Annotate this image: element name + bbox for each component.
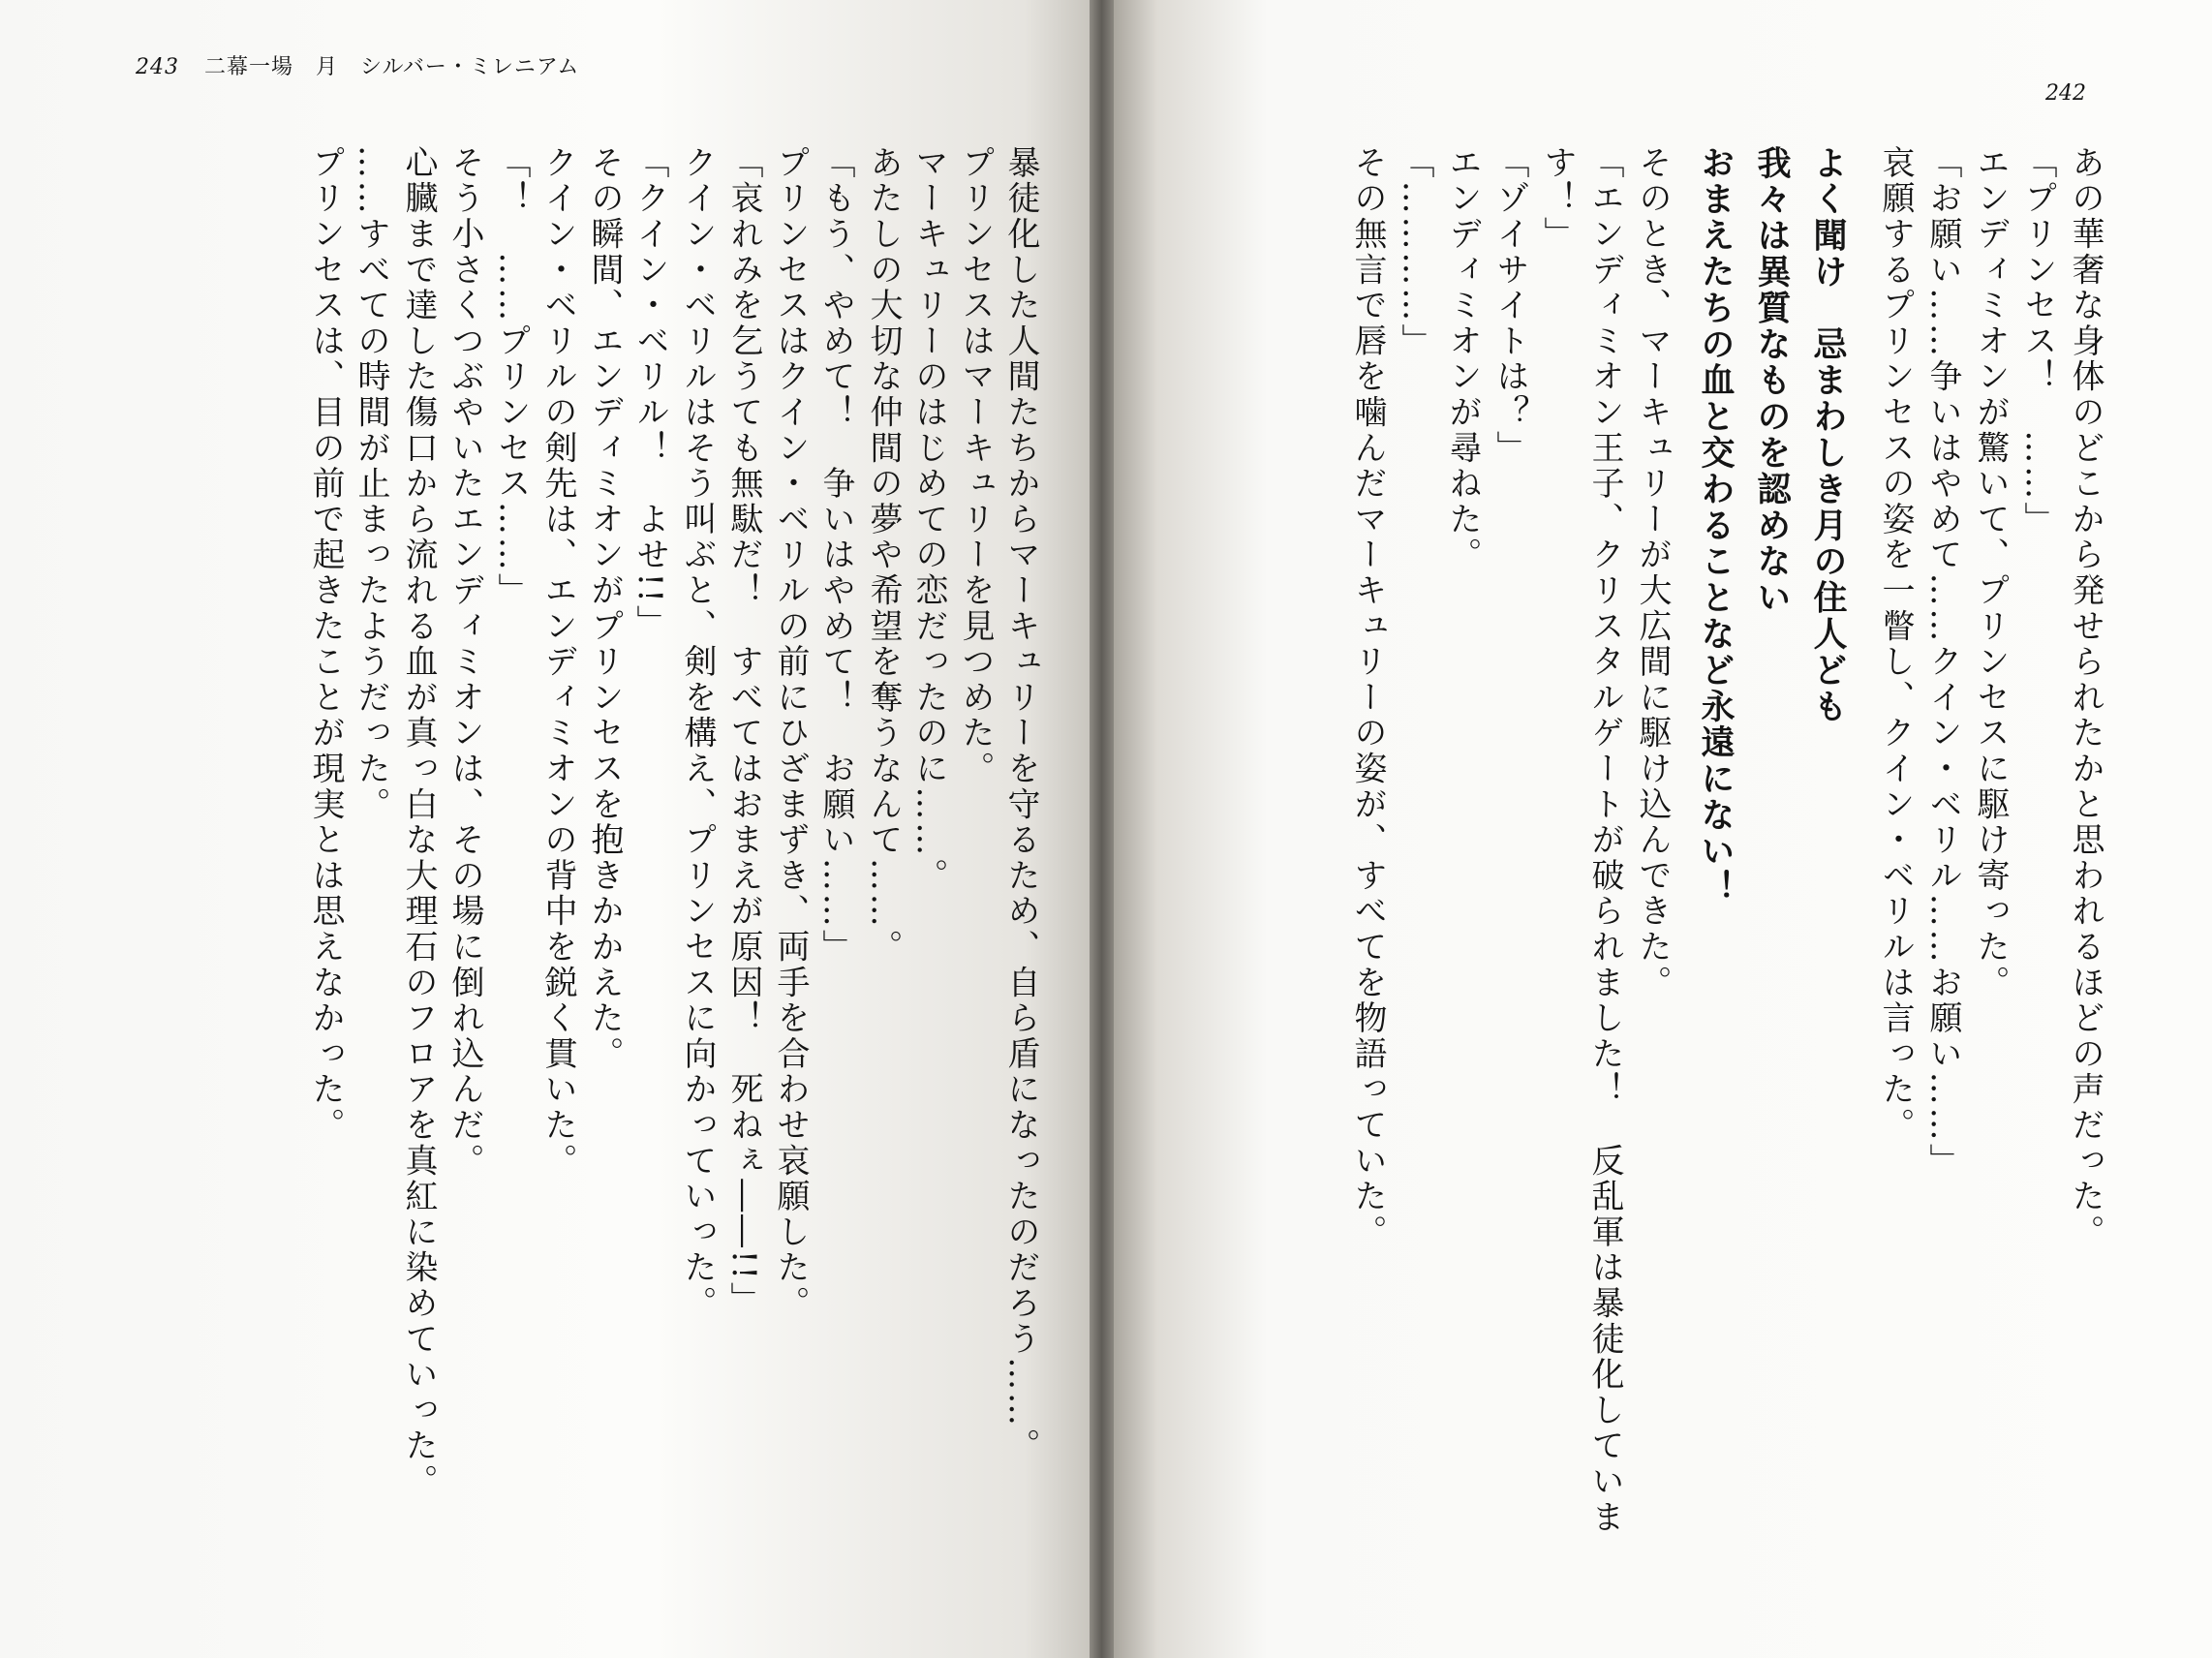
running-header [136, 50, 579, 80]
text-line: 哀願するプリンセスの姿を一瞥し、クイン・ベリルは言った。 [1876, 145, 1915, 1144]
text-line: す！」 [1538, 145, 1577, 253]
text-line: 「…………」 [1396, 145, 1434, 359]
text-line: 暴徒化した人間たちからマーキュリーを守るため、自ら盾になったのだろう……。 [1001, 145, 1040, 1464]
text-line: その瞬間、エンディミオンがプリンセスを抱きかかえた。 [585, 145, 624, 1072]
text-line: エンディミオンが驚いて、プリンセスに駆け寄った。 [1971, 145, 2010, 1001]
text-line: あの華奢な身体のどこから発せられたかと思われるほどの声だった。 [2066, 145, 2104, 1250]
text-line: あたしの大切な仲間の夢や希望を奪うなんて……。 [864, 145, 903, 966]
left-page [0, 0, 1090, 1658]
text-line: プリンセスは、目の前で起きたことが現実とは思えなかった。 [306, 145, 345, 1144]
text-line: そのとき、マーキュリーが大広間に駆け込んできた。 [1633, 145, 1672, 1001]
book-gutter [1090, 0, 1114, 1658]
text-line: そう小さくつぶやいたエンディミオンは、その場に倒れ込んだ。 [445, 145, 484, 1180]
emphasized-line: 我々は異質なものを認めない [1752, 145, 1791, 617]
page-number-left: 243 [136, 55, 179, 79]
text-line: 「プリンセス！ ……」 [2018, 145, 2057, 537]
text-line: プリンセスはマーキュリーを見つめた。 [956, 145, 995, 787]
text-line: 「哀れみを乞うても無駄だ！ すべてはおまえが原因！ 死ねぇ――!!」 [724, 145, 763, 1318]
emphasized-line: おまえたちの血と交わることなど永遠にない！ [1696, 145, 1735, 906]
text-line: エンディミオンが尋ねた。 [1443, 145, 1482, 573]
text-line: 「エンディミオン王子、クリスタルゲートが破られました！ 反乱軍は暴徒化していま [1585, 145, 1624, 1536]
page-number-right: 242 [2045, 81, 2086, 106]
text-line: マーキュリーのはじめての恋だったのに……。 [909, 145, 948, 894]
right-page [1114, 0, 2212, 1658]
text-line: クイン・ベリルはそう叫ぶと、剣を構え、プリンセスに向かっていった。 [678, 145, 717, 1322]
text-line: プリンセスはクイン・ベリルの前にひざまずき、両手を合わせ哀願した。 [771, 145, 810, 1322]
text-line: その無言で唇を噛んだマーキュリーの姿が、すべてを物語っていた。 [1348, 145, 1387, 1250]
text-line: ……すべての時間が止まったようだった。 [352, 145, 390, 823]
text-line: 「ゾイサイトは？」 [1490, 145, 1529, 467]
text-line: 「もう、やめて！ 争いはやめて！ お願い……」 [816, 145, 855, 966]
text-line: 心臓まで達した傷口から流れる血が真っ白な大理石のフロアを真紅に染めていった。 [399, 145, 438, 1500]
text-line: 「！ ……プリンセス……」 [492, 145, 531, 609]
text-line: 「クイン・ベリル！ よせ!!」 [630, 145, 669, 641]
emphasized-line: よく聞け 忌まわしき月の住人ども [1808, 145, 1847, 725]
text-line: クイン・ベリルの剣先は、エンディミオンの背中を鋭く貫いた。 [538, 145, 577, 1180]
running-head-title: 二幕一場 月 シルバー・ミレニアム [204, 55, 580, 79]
text-line: 「お願い……争いはやめて……クイン・ベリル……お願い……」 [1923, 145, 1962, 1180]
